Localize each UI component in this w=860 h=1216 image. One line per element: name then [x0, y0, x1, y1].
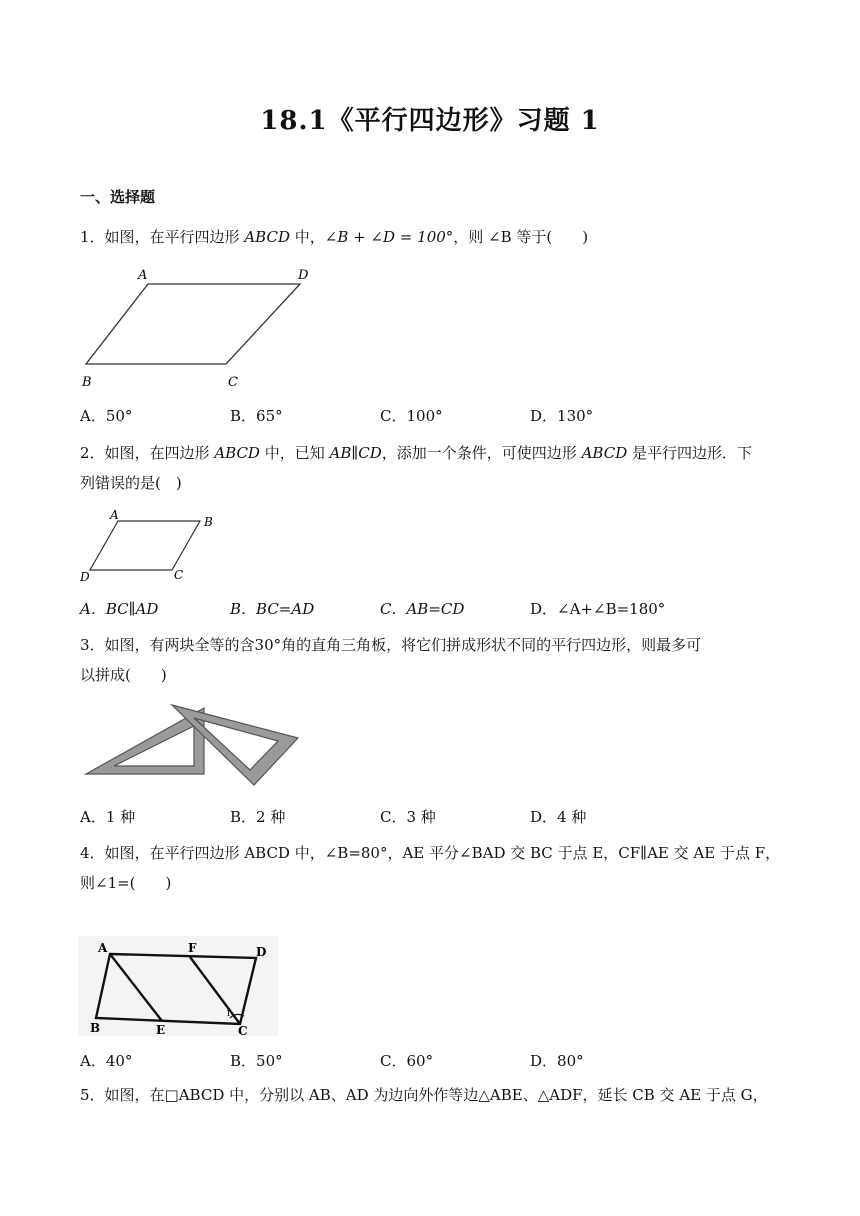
q4-line-1: 4．如图，在平行四边形 ABCD 中，∠B=80°，AE 平分∠BAD 交 BC 于点 E，CF∥AE 交 AE 于点 F， [80, 844, 781, 862]
page-title: 18.1《平行四边形》习题 1 [260, 106, 600, 136]
q2-parallelogram-figure [78, 508, 238, 588]
q4-label-a: A [98, 941, 108, 955]
q3-option-a: A．1 种 [80, 808, 136, 826]
q2-l1-mid2: ，添加一个条件，可使四边形 [381, 444, 582, 462]
q2-option-c: C．AB=CD [380, 600, 465, 618]
q2-l1-mid: 中，已知 [259, 444, 330, 462]
q2-l1-it1: ABCD [214, 444, 260, 462]
q3-option-b: B．2 种 [230, 808, 286, 826]
question-2-text [80, 438, 800, 498]
q4-label-e: E [156, 1023, 166, 1036]
q4-line-2: 则∠1=( ) [80, 874, 172, 892]
q4-label-c: C [238, 1024, 248, 1036]
q2-label-b: B [204, 515, 213, 529]
q3-option-c: C．3 种 [380, 808, 436, 826]
question-1-text [80, 222, 780, 252]
q1-label-a: A [138, 268, 148, 283]
q2-option-d: D．∠A+∠B=180° [530, 600, 666, 618]
q2-option-a: A．BC∥AD [80, 600, 159, 618]
q1-pre: 1．如图，在平行四边形 [80, 228, 245, 246]
q3-option-d: D．4 种 [530, 808, 587, 826]
q4-option-d: D．80° [530, 1052, 584, 1070]
q1-label-b: B [82, 375, 92, 390]
q2-l1-post: 是平行四边形．下 [627, 444, 752, 462]
q2-option-b: B．BC=AD [230, 600, 315, 618]
q1-option-a: A．50° [80, 407, 133, 425]
q1-parallelogram-figure [78, 262, 318, 392]
q1-italic: ABCD [244, 228, 290, 246]
q2-l1-pre: 2．如图，在四边形 [80, 444, 215, 462]
q3-triangle-rulers-figure [78, 700, 308, 790]
q1-option-c: C．100° [380, 407, 443, 425]
q4-angle-1-label: 1 [226, 1009, 232, 1018]
section-heading: 一、选择题 [80, 188, 156, 206]
q1-expression: ∠B + ∠D = 100° [324, 228, 454, 246]
q3-line-2: 以拼成( ) [80, 666, 167, 684]
q1-option-b: B．65° [230, 407, 283, 425]
q4-label-b: B [90, 1021, 101, 1035]
q2-l1-it2: AB∥CD [329, 444, 382, 462]
q4-label-d: D [256, 945, 267, 959]
question-5-text [80, 1080, 800, 1110]
q2-line-2: 列错误的是( ) [80, 474, 182, 492]
question-4-text [80, 838, 800, 898]
q1-option-d: D．130° [530, 407, 594, 425]
q2-line-1 [80, 438, 800, 468]
q4-parallelogram-figure [78, 936, 278, 1036]
q4-label-f: F [188, 941, 197, 955]
q2-l1-it3: ABCD [581, 444, 628, 462]
q1-mid: 中， [289, 228, 325, 246]
q1-label-d: D [298, 268, 309, 283]
question-3-text [80, 630, 800, 690]
q2-label-d: D [80, 570, 90, 584]
q3-line-1: 3．如图，有两块全等的含30°角的直角三角板，将它们拼成形状不同的平行四边形，则最多可 [80, 636, 702, 654]
q2-label-c: C [174, 568, 184, 582]
q1-post: ，则 ∠B 等于( ) [453, 228, 589, 246]
q5-line-1: 5．如图，在□ABCD 中，分别以 AB、AD 为边向外作等边△ABE、△ADF，延长 CB 交 AE 于点 G， [80, 1086, 768, 1104]
q4-option-a: A．40° [80, 1052, 133, 1070]
q4-option-b: B．50° [230, 1052, 283, 1070]
q2-label-a: A [110, 508, 119, 522]
q4-option-c: C．60° [380, 1052, 434, 1070]
q1-label-c: C [228, 375, 238, 390]
